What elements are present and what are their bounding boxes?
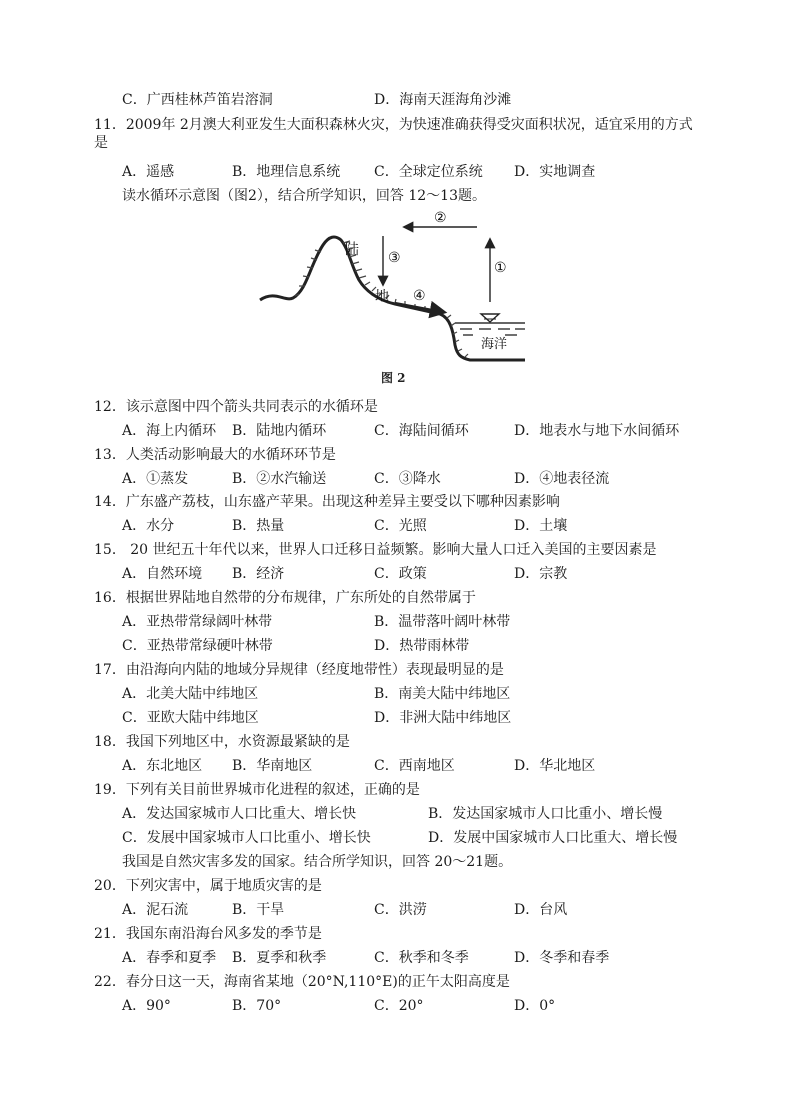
ocean-surface <box>455 323 525 335</box>
q22-option-d: D．0° <box>514 998 556 1014</box>
q12-stem: 12．该示意图中四个箭头共同表示的水循环是 <box>94 399 378 415</box>
q14-option-c: C．光照 <box>374 518 427 534</box>
label-lu: 陆 <box>345 242 359 258</box>
q12-option-c: C．海陆间循环 <box>374 423 469 439</box>
label-4: ④ <box>413 288 426 304</box>
q10-option-c: C．广西桂林芦笛岩溶洞 <box>122 92 273 108</box>
q21-option-b: B．夏季和秋季 <box>232 950 327 966</box>
q18-option-d: D．华北地区 <box>514 758 596 774</box>
q15-option-a: A．自然环境 <box>122 566 203 582</box>
lead-20-21: 我国是自然灾害多发的国家。结合所学知识，回答 20～21题。 <box>122 854 513 870</box>
q16-option-b: B．温带落叶阔叶林带 <box>374 614 511 630</box>
q15-option-d: D．宗教 <box>514 566 568 582</box>
q13-option-d: D．④地表径流 <box>514 471 610 487</box>
q22-option-c: C．20° <box>374 998 424 1014</box>
q13-option-b: B．②水汽输送 <box>232 471 327 487</box>
sea-level-icon <box>481 314 499 322</box>
q22-stem: 22．春分日这一天，海南省某地（20°N,110°E)的正午太阳高度是 <box>94 974 510 990</box>
lead-12-13: 读水循环示意图（图2），结合所学知识，回答 12～13题。 <box>122 188 486 204</box>
q16-option-d: D．热带雨林带 <box>374 638 470 654</box>
q19-option-d: D．发展中国家城市人口比重大、增长慢 <box>428 830 678 846</box>
q11-option-c: C．全球定位系统 <box>374 164 483 180</box>
q19-option-b: B．发达国家城市人口比重小、增长慢 <box>428 806 663 822</box>
q18-option-b: B．华南地区 <box>232 758 313 774</box>
label-2: ② <box>434 210 447 226</box>
q17-option-c: C．亚欧大陆中纬地区 <box>122 710 259 726</box>
q13-stem: 13．人类活动影响最大的水循环环节是 <box>94 447 336 463</box>
q11-option-d: D．实地调查 <box>514 164 596 180</box>
q20-option-c: C．洪涝 <box>374 902 427 918</box>
q21-option-d: D．冬季和春季 <box>514 950 610 966</box>
q13-option-a: A．①蒸发 <box>122 471 189 487</box>
q20-option-a: A．泥石流 <box>122 902 189 918</box>
q15-stem: 15． 20 世纪五十年代以来，世界人口迁移日益频繁。影响大量人口迁入美国的主要因素是 <box>94 542 657 558</box>
q15-option-b: B．经济 <box>232 566 285 582</box>
q17-stem: 17．由沿海向内陆的地域分异规律（经度地带性）表现最明显的是 <box>94 662 504 678</box>
q12-option-a: A．海上内循环 <box>122 423 217 439</box>
q20-option-d: D．台风 <box>514 902 568 918</box>
q21-option-c: C．秋季和冬季 <box>374 950 469 966</box>
water-cycle-diagram <box>255 210 545 390</box>
q17-option-a: A．北美大陆中纬地区 <box>122 686 259 702</box>
q14-stem: 14．广东盛产荔枝，山东盛产苹果。出现这种差异主要受以下哪种因素影响 <box>94 494 560 510</box>
q17-option-d: D．非洲大陆中纬地区 <box>374 710 512 726</box>
q19-option-c: C．发展中国家城市人口比重小、增长快 <box>122 830 371 846</box>
q13-option-c: C．③降水 <box>374 471 441 487</box>
label-3: ③ <box>388 250 401 266</box>
q14-option-b: B．热量 <box>232 518 285 534</box>
q21-option-a: A．春季和夏季 <box>122 950 217 966</box>
q18-stem: 18．我国下列地区中，水资源最紧缺的是 <box>94 734 350 750</box>
label-di: 地 <box>375 289 389 305</box>
q18-option-a: A．东北地区 <box>122 758 203 774</box>
q20-option-b: B．干旱 <box>232 902 285 918</box>
q20-stem: 20．下列灾害中，属于地质灾害的是 <box>94 878 322 894</box>
figure-caption: 图 2 <box>381 371 406 385</box>
label-1: ① <box>494 260 507 276</box>
q16-stem: 16．根据世界陆地自然带的分布规律，广东所处的自然带属于 <box>94 590 476 606</box>
q11-stem: 11．2009年 2月澳大利亚发生大面积森林火灾，为快速准确获得受灾面积状况，适宜采用的方式是 <box>94 117 693 151</box>
q14-option-d: D．土壤 <box>514 518 568 534</box>
q12-option-d: D．地表水与地下水间循环 <box>514 423 680 439</box>
q22-option-b: B．70° <box>232 998 282 1014</box>
q12-option-b: B．陆地内循环 <box>232 423 327 439</box>
q14-option-a: A．水分 <box>122 518 175 534</box>
q17-option-b: B．南美大陆中纬地区 <box>374 686 511 702</box>
q16-option-c: C．亚热带常绿硬叶林带 <box>122 638 273 654</box>
q19-option-a: A．发达国家城市人口比重大、增长快 <box>122 806 357 822</box>
q18-option-c: C．西南地区 <box>374 758 455 774</box>
q15-option-c: C．政策 <box>374 566 427 582</box>
q11-option-b: B．地理信息系统 <box>232 164 341 180</box>
q10-option-d: D．海南天涯海角沙滩 <box>374 92 512 108</box>
q19-stem: 19．下列有关目前世界城市化进程的叙述，正确的是 <box>94 782 420 798</box>
q22-option-a: A．90° <box>122 998 171 1014</box>
label-ocean: 海洋 <box>481 337 508 352</box>
q21-stem: 21．我国东南沿海台风多发的季节是 <box>94 926 322 942</box>
q11-option-a: A．遥感 <box>122 164 175 180</box>
q16-option-a: A．亚热带常绿阔叶林带 <box>122 614 273 630</box>
